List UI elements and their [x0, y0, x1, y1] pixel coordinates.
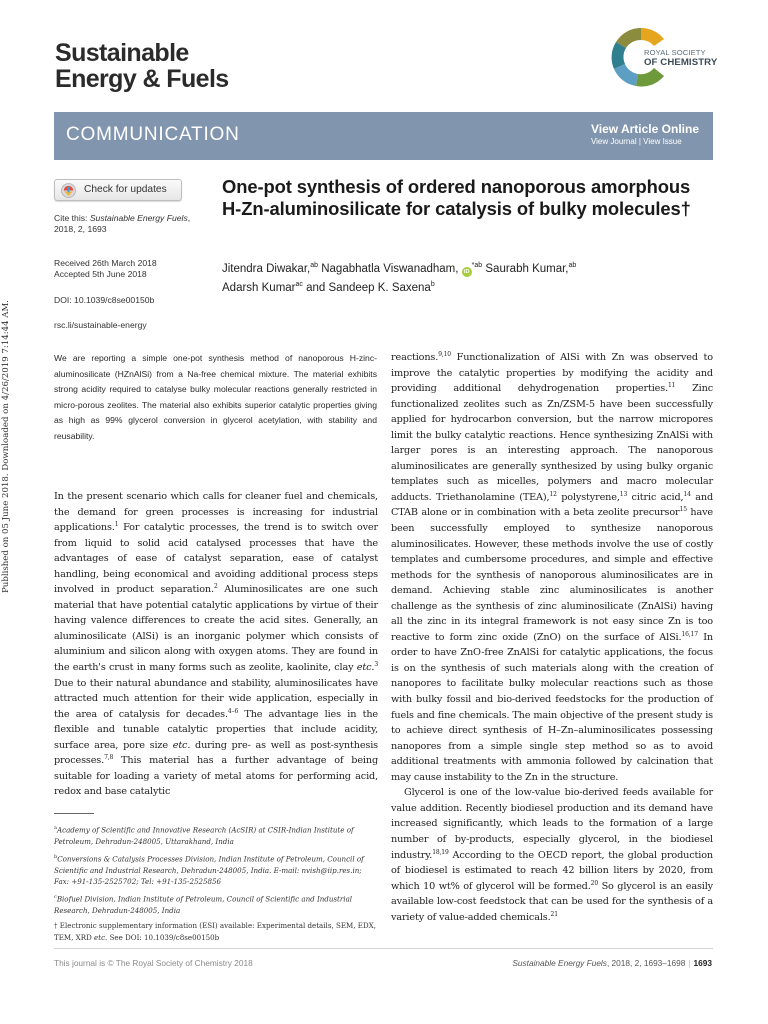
journal-title-line2: Energy & Fuels	[55, 65, 229, 93]
view-journal-link[interactable]: View Journal	[590, 137, 637, 146]
download-note: Published on 05 June 2018. Downloaded on 4/26/2019 7:14:44 AM.	[1, 299, 11, 593]
author-1-affil: ab	[310, 262, 319, 269]
author-3-affil: ab	[568, 262, 577, 269]
rsc-wordmark-line1: ROYAL SOCIETY	[644, 48, 706, 57]
footnotes	[54, 823, 378, 947]
footnote-esi: † Electronic supplementary information (ESI) available: Experimental details, SEM, EDX, TEM, XRD etc. See DOI: 10.1039/c8se00150b	[54, 921, 376, 942]
author-3: Saurabh Kumar,	[485, 262, 569, 275]
body-column-left	[54, 489, 378, 800]
link-separator: |	[638, 137, 641, 146]
abstract: We are reporting a simple one-pot synthesis method of nanoporous H-zinc-aluminosilicate (HZnAlSi) from a Na-free chemical mixture. The material exhibits strong acidity required to catalyse bulky molecular reactions generally restricted in micro-porous zeolites. The material also exhibits superior catalytic properties giving as high as 99% glycerol conversion in glycerol acetylation, with stability and reusability.	[54, 353, 377, 441]
copyright-notice: This journal is © The Royal Society of Chemistry 2018	[54, 958, 253, 968]
dates	[54, 258, 157, 280]
journal-title-line1: Sustainable	[55, 39, 189, 67]
ref-link[interactable]: 1	[114, 520, 119, 528]
body-paragraph: reactions.$^{9,10}$ Functionalization of AlSi with Zn was observed to improve the catalytic properties by modifying the acidity and providing additional dehydrogenation properties.$^{11}$ Zinc functionalized zeolites such as Zn/ZSM-5 have been successfully applied for hydrocarbon conversion, but the narrow micropores limit the bulky catalytic reactions. Hence synthesizing ZnAlSi with larger pores is an interesting approach. The nanoporous aluminosilicates are generally synthesized by using bulky organic templates such as micelles, polymers and macro molecular adducts. Triethanolamine (TEA),$^{12}$ polystyrene,$^{13}$ citric acid,$^{14}$ and CTAB alone or in combination with a beta zeolite precursor$^{15}$ have been successfully employed to synthesize nanoporous aluminosilicates. However, these methods involve the use of costly templates and cumbersome procedures, and simple and effective methods for the synthesis of nanoporous aluminosilicates are in demand. Achieving stable zinc aluminosilicates is another challenge as the synthesis of zinc aluminosilicate (ZnAlSi) having all the zinc in its integral framework is not easy since Zn is too reactive to form zinc oxide (ZnO) on the surface of AlSi.$^{16,17}$ In order to have ZnO-free ZnAlSi for catalytic applications, the focus is on the synthesis of such materials along with the creation of nanopores to facilitate bulky molecular reactions such as those with bulky fossil and bio-derived feedstocks for the production of fuels and fine chemicals. The main objective of the present study is to achieve direct synthesis of H–Zn–aluminosilicates possessing nanopores from a simple single step method so as to avoid additional treatments with ammonia followed by calcination that may cause instability to the Zn in the structure.	[391, 350, 713, 783]
ref-link[interactable]: 11	[668, 381, 676, 389]
ref-link[interactable]: 7,8	[104, 754, 114, 762]
ref-link[interactable]: 15	[679, 506, 687, 514]
rsc-wordmark	[644, 49, 724, 68]
ref-link[interactable]: 9,10	[438, 350, 451, 358]
author-2-affil: *ab	[471, 262, 483, 269]
rsc-wordmark-line2: OF CHEMISTRY	[644, 56, 718, 68]
ref-link[interactable]: 14	[683, 490, 691, 498]
footer-divider-bar: |	[688, 958, 691, 968]
footnote-c: $^c$Biofuel Division, Indian Institute of Petroleum, Council of Scientific and Industrial Research, Dehradun-248005, India	[54, 893, 353, 915]
citation	[54, 213, 204, 235]
ref-link[interactable]: 13	[619, 490, 628, 498]
body-paragraph: Glycerol is one of the low-value bio-derived feeds available for value addition. Recently biodiesel production and its demand have increased significantly, which leads to the formation of a large number of by-products, especially glycerol, in the biodiesel industry.$^{18,19}$ According to the OECD report, the global production of biodiesel is estimated to reach 42 billion liters by 2020, from which 10 wt% of glycerol will be formed.$^{20}$ So glycerol is an easily available low-cost feedstock that can be used for the synthesis of a variety of value-added chemicals.$^{21}$	[391, 787, 714, 923]
footer-volume: , 2018, 2, 1693–1698	[606, 958, 686, 968]
ref-link[interactable]: 18,19	[432, 848, 449, 856]
accepted-date: Accepted 5th June 2018	[54, 269, 147, 279]
author-list	[222, 258, 702, 297]
author-2: Nagabhatla Viswanadham,	[321, 262, 459, 275]
received-date: Received 26th March 2018	[54, 258, 157, 268]
ref-link[interactable]: 4–6	[227, 707, 239, 715]
page-footer-citation	[512, 958, 712, 968]
orcid-icon[interactable]: iD	[462, 267, 472, 277]
author-5: Sandeep K. Saxena	[328, 282, 431, 295]
cite-details: , 2018, 2, 1693	[54, 213, 191, 234]
author-1: Jitendra Diwakar,	[222, 262, 311, 275]
footnote-b: $^b$Conversions & Catalysis Processes Division, Indian Institute of Petroleum, Council of Scientific and Industrial Research, Dehradun-248005, India. E-mail: nvish@iip.res.in; Fax: +91-135-2525702; Tel: +91-135-2525856	[54, 853, 364, 887]
footer-journal: Sustainable Energy Fuels	[512, 958, 607, 968]
cite-journal: Sustainable Energy Fuels	[89, 213, 188, 223]
check-for-updates-button[interactable]	[54, 179, 182, 201]
ref-link[interactable]: 12	[549, 490, 557, 498]
view-issue-link[interactable]: View Issue	[643, 137, 682, 146]
view-article-online-link[interactable]: View Article Online	[590, 122, 699, 136]
author-5-affil: b	[430, 281, 435, 289]
author-4-affil: ac	[295, 281, 303, 289]
ref-link[interactable]: 3	[374, 660, 378, 668]
footnote-divider	[54, 813, 94, 814]
cite-prefix: Cite this:	[54, 213, 90, 223]
crossmark-icon	[61, 183, 76, 198]
doi[interactable]: DOI: 10.1039/c8se00150b	[54, 295, 155, 305]
journal-title	[55, 40, 229, 92]
page-number: 1693	[693, 958, 712, 968]
rsc-logo	[606, 22, 718, 92]
check-for-updates-label: Check for updates	[84, 184, 167, 195]
author-4: Adarsh Kumar	[222, 282, 296, 295]
article-title: One-pot synthesis of ordered nanoporous amorphous H-Zn-aluminosilicate for catalysis of bulky molecules†	[222, 176, 691, 219]
footnote-a: $^a$Academy of Scientific and Innovative Research (AcSIR) at CSIR-Indian Institute of Petroleum, Dehradun-248005, Uttarakhand, India	[54, 825, 354, 846]
article-type-banner	[54, 112, 713, 160]
ref-link[interactable]: 16,17	[681, 630, 698, 638]
view-online-block	[591, 122, 699, 147]
ref-link[interactable]: 20	[590, 879, 599, 887]
article-type-label: COMMUNICATION	[66, 124, 240, 145]
author-and: and	[306, 282, 326, 295]
body-column-right	[391, 350, 713, 925]
ref-link[interactable]: 2	[213, 583, 218, 591]
ref-link[interactable]: 21	[550, 910, 558, 918]
footer-divider	[54, 948, 713, 949]
journal-url[interactable]: rsc.li/sustainable-energy	[54, 320, 147, 330]
body-paragraph: In the present scenario which calls for cleaner fuel and chemicals, the demand for green processes is increasing for industrial applications.$^1$ For catalytic processes, the trend is to switch over from liquid to solid acid catalysed processes that have the advantages of ease of catalyst separation, ease of catalyst handling, being economical and avoiding additional process steps involved in product separation.$^2$ Aluminosilicates are one such material that have potential catalytic applications by virtue of their having valence differences to create the acid sites. Generally, an aluminosilicate (AlSi) is an inorganic polymer which consists of aluminium and silicon along with oxygen atoms. They are found in the earth's crust in many forms such as zeolite, kaolinite, clay etc.$^3$ Due to their natural abundance and stability, aluminosilicates have attracted much attention for their wide application, especially in the area of catalysis for decades.$^{4-6}$ The advantage lies in the flexible and tunable catalytic properties that include acidity, surface area, pore size etc. during pre- as well as post-synthesis processes.$^{7,8}$ This material has a further advantage of being suitable for loading a variety of metal atoms for performing acid, redox and base catalytic	[54, 491, 378, 798]
